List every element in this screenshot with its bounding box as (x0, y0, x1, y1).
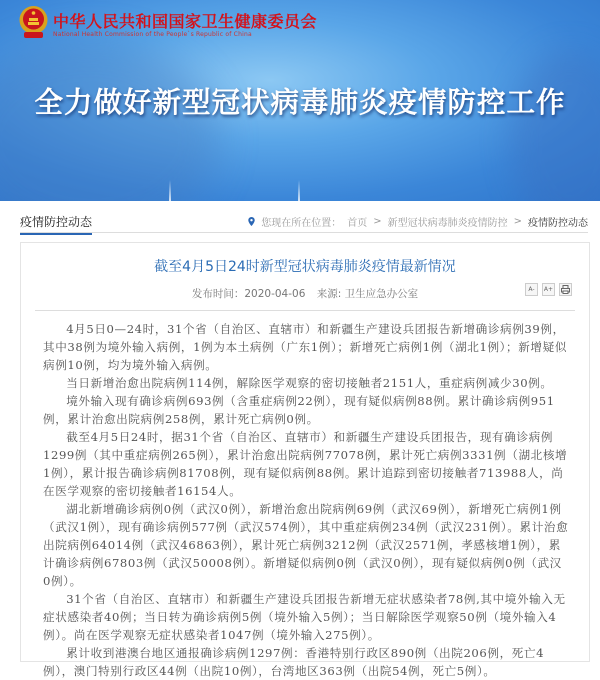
article-meta (21, 286, 589, 301)
breadcrumb-separator: > (373, 216, 382, 227)
font-increase-icon: A+ (543, 286, 554, 293)
location-pin-icon (248, 217, 255, 226)
breadcrumb-covid[interactable]: 新型冠状病毒肺炎疫情防控 (387, 218, 508, 229)
paragraph: 当日新增治愈出院病例114例，解除医学观察的密切接触者2151人，重症病例减少30例。 (66, 376, 553, 390)
printer-icon (561, 285, 570, 294)
breadcrumb-current[interactable]: 疫情防控动态 (528, 218, 588, 229)
breadcrumb (248, 214, 588, 229)
print-button[interactable] (559, 283, 572, 296)
national-emblem-icon (18, 5, 49, 39)
font-increase-button[interactable] (542, 283, 555, 296)
paragraph: 累计收到港澳台地区通报确诊病例1297例：香港特别行政区890例（出院206例，死亡4例），澳门特别行政区44例（出院10例），台湾地区363例（出院54例，死亡5例）。 (43, 646, 545, 678)
paragraph: 境外输入现有确诊病例693例（含重症病例22例），现有疑似病例88例。累计确诊病例951例，累计治愈出院病例258例，累计死亡病例0例。 (43, 394, 555, 426)
banner-slogan: 全力做好新型冠状病毒肺炎疫情防控工作 (34, 86, 566, 119)
publish-date: 2020-04-06 (244, 288, 306, 300)
source-label: 来源: (316, 288, 342, 300)
paragraph: 4月5日0—24时，31个省（自治区、直辖市）和新疆生产建设兵团报告新增确诊病例39例，其中38例为境外输入病例，1例为本土病例（广东1例）；新增死亡病例1例（湖北1例）；新增疑似病例10例，均为境外输入病例。 (43, 322, 568, 372)
header-banner (0, 0, 600, 201)
breadcrumb-prefix: 您现在所在位置： (261, 218, 342, 229)
breadcrumb-separator: > (513, 216, 522, 227)
section-title: 疫情防控动态 (20, 213, 92, 235)
article-body (21, 311, 589, 680)
paragraph: 截至4月5日24时，据31个省（自治区、直辖市）和新疆生产建设兵团报告，现有确诊病例1299例（其中重症病例265例），累计治愈出院病例77078例，累计死亡病例3331例（湖北核增1例），累计报告确诊病例81708例，现有疑似病例88例。累计追踪到密切接触者713988人，尚在医学观察的密切接触者16154人。 (43, 430, 568, 498)
org-name-en: National Health Commission of the People`s Republic of China (53, 31, 252, 38)
paragraph: 湖北新增确诊病例0例（武汉0例），新增治愈出院病例69例（武汉69例），新增死亡病例1例（武汉1例），现有确诊病例577例（武汉574例），其中重症病例234例（武汉231例）。累计治愈出院病例64014例（武汉46863例），累计死亡病例3212例（武汉2571例，孝感核增1例），累计确诊病例67803例（武汉50008例）。新增疑似病例0例（武汉0例），现有疑似病例0例（武汉0例）。 (43, 502, 569, 588)
paragraph: 31个省（自治区、直辖市）和新疆生产建设兵团报告新增无症状感染者78例,其中境外输入无症状感染者40例；当日转为确诊病例5例（境外输入5例）；当日解除医学观察50例（境外输入4例）。尚在医学观察无症状感染者1047例（境外输入275例）。 (43, 592, 566, 642)
org-name-cn: 中华人民共和国国家卫生健康委员会 (53, 12, 318, 31)
font-decrease-button[interactable] (525, 283, 538, 296)
section-header (0, 201, 600, 239)
font-decrease-icon: A- (528, 286, 535, 293)
source-value: 卫生应急办公室 (344, 288, 419, 300)
article-title: 截至4月5日24时新型冠状病毒肺炎疫情最新情况 (154, 259, 456, 275)
breadcrumb-home[interactable]: 首页 (347, 218, 368, 229)
divider (20, 232, 588, 233)
article-tools (525, 283, 572, 296)
article-container (20, 242, 590, 678)
publish-label: 发布时间： (191, 288, 245, 300)
